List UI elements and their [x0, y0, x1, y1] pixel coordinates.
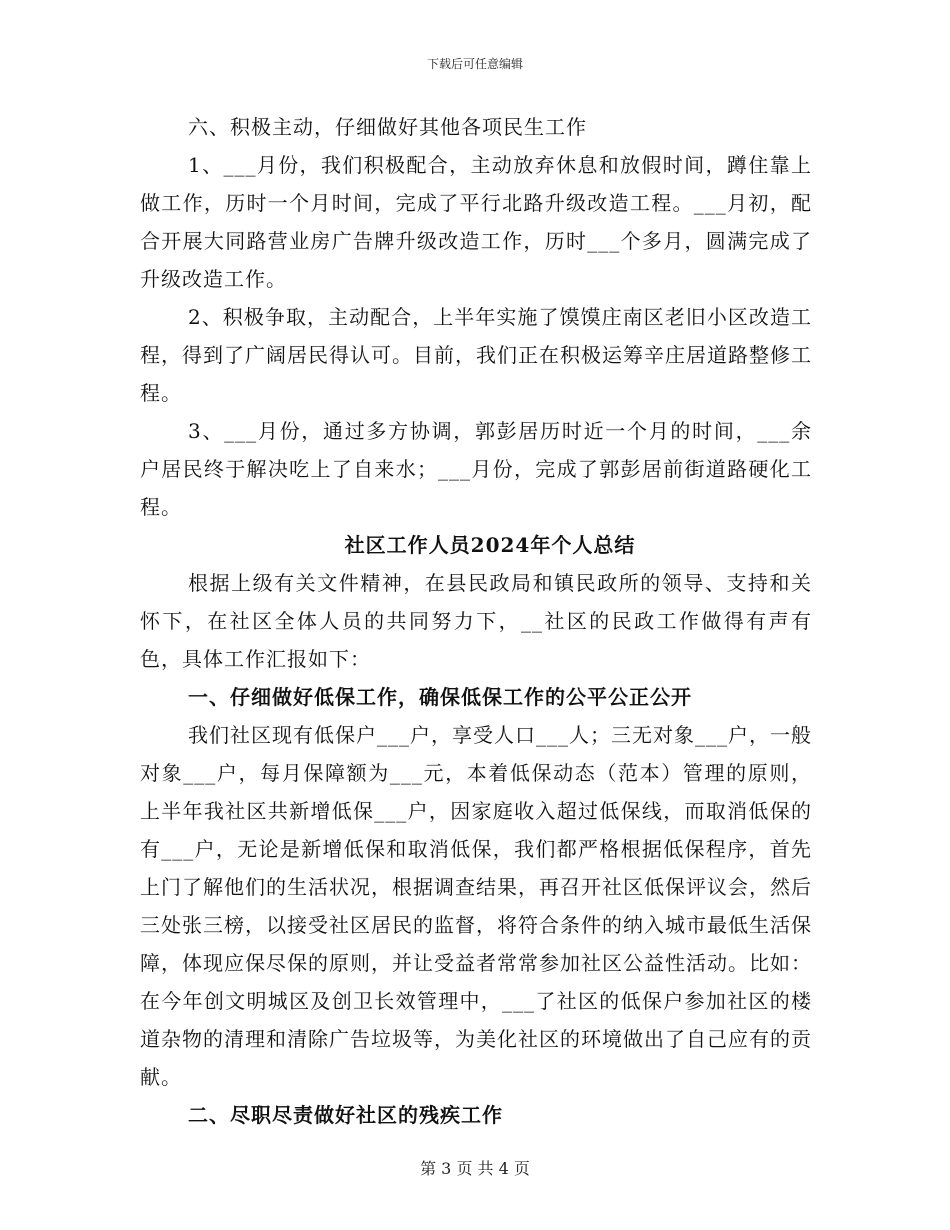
- header-note: 下载后可任意编辑: [426, 57, 523, 71]
- section-6-item-3: 3、___月份，通过多方协调，郭彭居历时近一个月的时间，___余户居民终于解决吃上了自来水；___月份，完成了郭彭居前街道路硬化工程。: [140, 419, 812, 519]
- page-number: 第 3 页 共 4 页: [420, 1159, 530, 1178]
- summary-heading-1: 一、仔细做好低保工作，确保低保工作的公平公正公开: [188, 685, 692, 709]
- section-6-item-1: 1、___月份，我们积极配合，主动放弃休息和放假时间，蹲住靠上做工作，历时一个月时间，完成了平行北路升级改造工程。___月初，配合开展大同路营业房广告牌升级改造工作，历时___个多月，圆满完成了升级改造工作。: [140, 153, 812, 291]
- summary-heading-2: 二、尽职尽责做好社区的残疾工作: [188, 1103, 503, 1127]
- summary-body-1: 我们社区现有低保户___户，享受人口___人；三无对象___户，一般对象___户，每月保障额为___元，本着低保动态（范本）管理的原则，上半年我社区共新增低保___户，因家庭收入超过低保线，而取消低保的有___户，无论是新增低保和取消低保，我们都严格根据低保程序，首先上门了解他们的生活状况，根据调查结果，再召开社区低保评议会，然后三处张三榜，以接受社区居民的监督，将符合条件的纳入城市最低生活保障，体现应保尽保的原则，并让受益者常常参加社区公益性活动。比如：在今年创文明城区及创卫长效管理中，___了社区的低保户参加社区的楼道杂物的清理和清除广告垃圾等，为美化社区的环境做出了自己应有的贡献。: [140, 723, 812, 1089]
- document-body: [140, 108, 812, 1134]
- summary-intro: 根据上级有关文件精神，在县民政局和镇民政所的领导、支持和关怀下，在社区全体人员的共同努力下，__社区的民政工作做得有声有色，具体工作汇报如下：: [140, 571, 812, 671]
- section-6-heading: 六、积极主动，仔细做好其他各项民生工作: [188, 115, 587, 139]
- summary-title: 社区工作人员2024年个人总结: [344, 533, 636, 557]
- section-6-item-2: 2、积极争取，主动配合，上半年实施了馍馍庄南区老旧小区改造工程，得到了广阔居民得认可。目前，我们正在积极运筹辛庄居道路整修工程。: [140, 305, 812, 405]
